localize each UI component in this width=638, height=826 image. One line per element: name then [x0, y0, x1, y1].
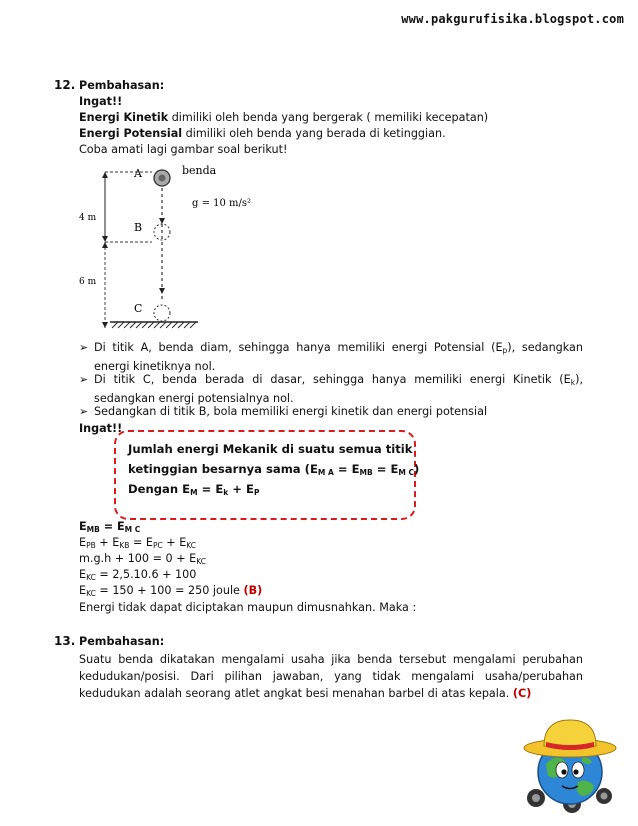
site-url: www.pakgurufisika.blogspot.com — [401, 12, 624, 26]
q13-line-2: kedudukan/posisi. Dari pilihan jawaban, yang tidak mengalami usaha/perubahan — [79, 670, 583, 683]
bullet-item-b: ➢ Sedangkan di titik B, bola memiliki energi kinetik dan energi potensial — [79, 405, 488, 418]
calc-line-1: $E_{MB} = E_{M C}$ — [79, 520, 141, 534]
bullet-item-a: ➢ Di titik A, benda diam, sehingga hanya memiliki energi Potensial $(E_p)$, sedangkan energi kinetiknya nol. — [79, 341, 583, 373]
q12-ingat-2: Ingat!! — [79, 422, 123, 435]
q13-line-1: Suatu benda dikatakan mengalami usaha jika benda tersebut mengalami perubahan — [79, 653, 583, 666]
calc-line-3: $m.g.h + 100 = 0 + E_{KC}$ — [79, 552, 206, 566]
calc-line-6: Energi tidak dapat diciptakan maupun dimusnahkan. Maka : — [79, 601, 417, 614]
rule-line-3: Dengan $E_M = E_k + E_P$ — [128, 482, 260, 497]
label-gravity: g = 10 m/s² — [192, 198, 252, 209]
bullet-item-c: ➢ Di titik C, benda berada di dasar, sehingga hanya memiliki energi Kinetik $(E_k)$, sedangkan energi potensialnya nol. — [79, 373, 583, 405]
answer-b: (B) — [243, 584, 263, 597]
q12-ingat: Ingat!! — [79, 95, 123, 108]
calc-line-2: $E_{PB} + E_{KB} = E_{PC} + E_{KC}$ — [79, 536, 197, 550]
globe-mascot-icon — [520, 716, 620, 816]
q12-number: 12. — [54, 78, 76, 92]
q12-line-amati: Coba amati lagi gambar soal berikut! — [79, 143, 288, 156]
q12-heading: Pembahasan: — [79, 79, 165, 92]
label-b: B — [134, 221, 143, 234]
rule-line-1: Jumlah energi Mekanik di suatu semua titik — [128, 442, 413, 456]
q13-number: 13. — [54, 634, 76, 648]
q13-heading: Pembahasan: — [79, 635, 165, 648]
arrow-bullet-icon: ➢ — [79, 405, 89, 418]
answer-c: (C) — [512, 687, 532, 700]
q13-line-3: kedudukan adalah seorang atlet angkat besi menahan barbel di atas kepala. (C) — [79, 687, 532, 700]
label-6m: 6 m — [79, 277, 97, 287]
rule-line-2: ketinggian besarnya sama $(E_{M A} = E_{MB} = E_{M C})$ — [128, 462, 420, 477]
q12-line-ep: Energi Potensial dimiliki oleh benda yang berada di ketinggian. — [79, 127, 446, 140]
label-4m: 4 m — [79, 213, 97, 223]
falling-object-figure — [74, 160, 280, 340]
q12-line-ek: Energi Kinetik dimiliki oleh benda yang bergerak ( memiliki kecepatan) — [79, 111, 489, 124]
label-a: A — [134, 167, 142, 180]
arrow-bullet-icon: ➢ — [79, 373, 89, 386]
ball-c-icon — [154, 305, 170, 321]
calc-line-4: $E_{KC} = 2,5.10.6 + 100$ — [79, 568, 197, 582]
arrow-bullet-icon: ➢ — [79, 341, 89, 354]
label-c: C — [134, 302, 143, 315]
label-benda: benda — [182, 164, 217, 177]
calc-line-5: $E_{KC} = 150 + 100 = 250$ joule (B) — [79, 584, 263, 598]
